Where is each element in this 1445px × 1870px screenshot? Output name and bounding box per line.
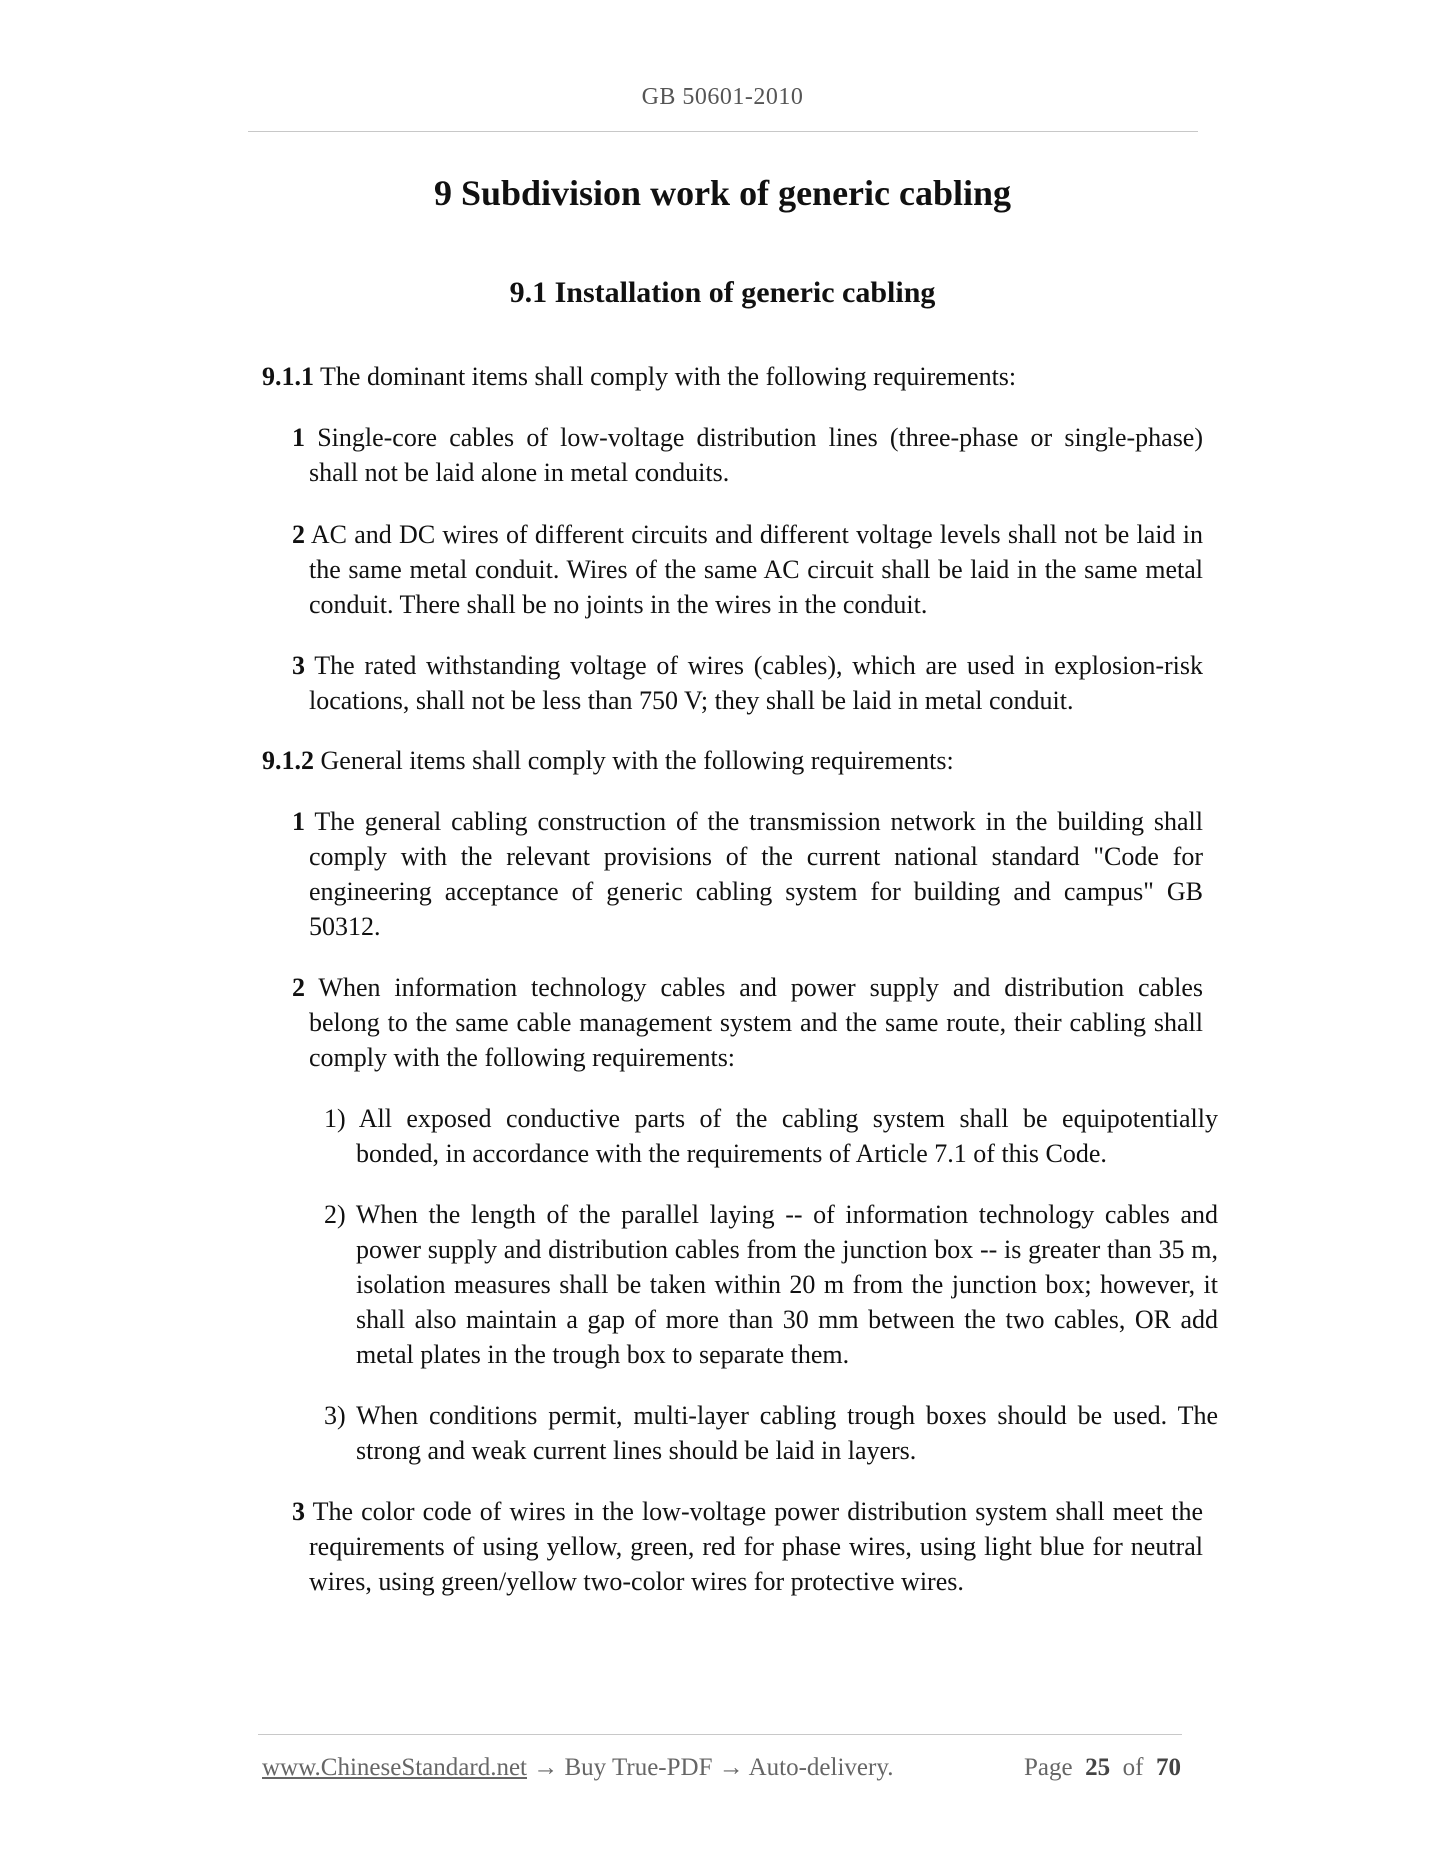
of-word: of (1122, 1754, 1144, 1781)
list-item (292, 970, 1203, 1075)
arrow-icon: → (533, 1754, 559, 1781)
subitem-number: 3) (324, 1401, 346, 1430)
running-header: GB 50601-2010 (641, 84, 804, 110)
site-link[interactable]: www.ChineseStandard.net (262, 1754, 527, 1781)
clause-number: 9.1.1 (262, 362, 314, 391)
clause-heading-text: General items shall comply with the following requirements: (320, 746, 954, 775)
item-text: The rated withstanding voltage of wires (cables), which are used in explosion-risk locations, shall not be less than 750 V; they shall be laid in metal conduit. (309, 651, 1204, 715)
list-item (292, 804, 1203, 944)
delivery-text: Auto-delivery. (748, 1754, 894, 1781)
list-item (292, 648, 1203, 718)
list-item (292, 1494, 1203, 1599)
footer-purchase-line (262, 1754, 893, 1782)
sub-list-item (324, 1101, 1218, 1171)
subitem-text: All exposed conductive parts of the cabling system shall be equipotentially bonded, in accordance with the requirements of Article 7.1 of this Code. (356, 1104, 1218, 1168)
item-text: The general cabling construction of the transmission network in the building shall comply with the relevant provisions of the current national standard "Code for engineering acceptance of generic cabling system for building and campus" GB 50312. (309, 807, 1203, 941)
header-divider (248, 131, 1198, 132)
page-indicator (1024, 1754, 1181, 1782)
arrow-icon: → (718, 1754, 744, 1781)
clause-number: 9.1.2 (262, 746, 314, 775)
page-total: 70 (1155, 1754, 1181, 1781)
subitem-number: 2) (324, 1200, 346, 1229)
subitem-number: 1) (324, 1104, 346, 1133)
item-text: AC and DC wires of different circuits and different voltage levels shall not be laid in the same metal conduit. Wires of the same AC circuit shall be laid in the same metal conduit. There shall be no joints in the wires in the conduit. (309, 520, 1203, 619)
page-current: 25 (1085, 1754, 1111, 1781)
clause-heading (262, 743, 1192, 778)
list-item (292, 517, 1203, 622)
item-number: 1 (292, 423, 305, 452)
item-text: The color code of wires in the low-voltage power distribution system shall meet the requirements of using yellow, green, red for phase wires, using light blue for neutral wires, using green/yellow two-color wires for protective wires. (309, 1497, 1204, 1596)
item-number: 1 (292, 807, 305, 836)
item-text: Single-core cables of low-voltage distribution lines (three-phase or single-phase) shall not be laid alone in metal conduits. (309, 423, 1204, 487)
buy-text: Buy True-PDF (564, 1754, 713, 1781)
footer-divider (258, 1734, 1182, 1735)
sub-list-item (324, 1398, 1218, 1468)
item-number: 3 (292, 1497, 305, 1526)
list-item (292, 420, 1203, 490)
item-number: 2 (292, 520, 305, 549)
page-word: Page (1024, 1754, 1073, 1781)
subitem-text: When conditions permit, multi-layer cabling trough boxes should be used. The strong and weak current lines should be laid in layers. (356, 1401, 1218, 1465)
clause-heading-text: The dominant items shall comply with the following requirements: (320, 362, 1017, 391)
item-number: 2 (292, 973, 305, 1002)
item-number: 3 (292, 651, 305, 680)
clause-heading (262, 359, 1192, 394)
section-title: 9.1 Installation of generic cabling (509, 276, 936, 309)
sub-list-item (324, 1197, 1218, 1372)
chapter-title: 9 Subdivision work of generic cabling (433, 173, 1012, 213)
item-text: When information technology cables and power supply and distribution cables belong to the same cable management system and the same route, their cabling shall comply with the following requirements: (309, 973, 1203, 1072)
subitem-text: When the length of the parallel laying -- of information technology cables and power supply and distribution cables from the junction box -- is greater than 35 m, isolation measures shall be taken within 20 m from the junction box; however, it shall also maintain a gap of more than 30 mm between the two cables, OR add metal plates in the trough box to separate them. (355, 1200, 1218, 1369)
